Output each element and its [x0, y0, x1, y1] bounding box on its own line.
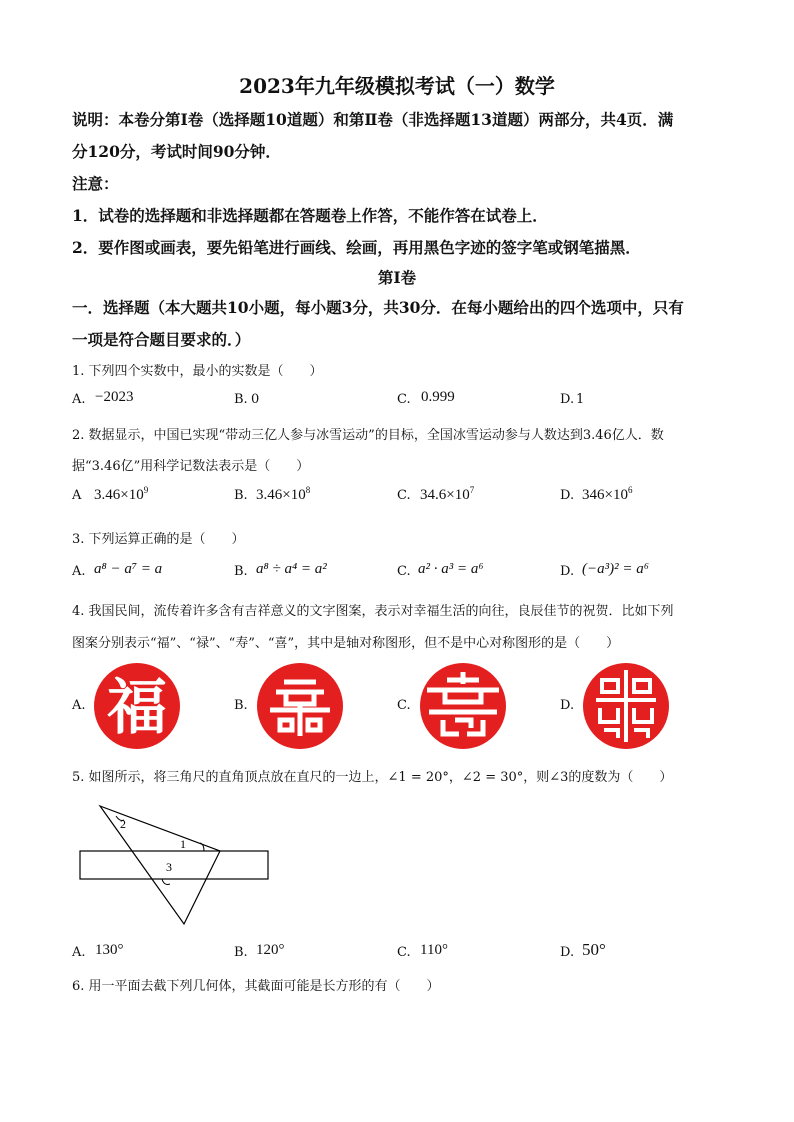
angle-3-label: 3	[166, 860, 172, 874]
q2-d-expr: $346\times 10^6$	[582, 485, 633, 503]
fu-emblem	[93, 662, 181, 750]
q1-b-label: B.	[234, 392, 248, 407]
q5-a-text: 130°	[95, 942, 124, 958]
q4-line-2: 图案分别表示“福”、“禄”、“寿”、“喜”，其中是轴对称图形，但不是中心对称图形的是（ ）	[72, 636, 620, 651]
part-heading: 第Ⅰ卷	[377, 268, 417, 287]
q1-c-label: C.	[397, 392, 411, 407]
angle-1-label: 1	[180, 837, 186, 851]
q2-b-label: B.	[234, 488, 248, 503]
shou-emblem	[419, 662, 507, 750]
q4-d-label: D.	[560, 698, 575, 713]
q1-a-text: −2023	[95, 389, 134, 405]
angle-2-label: 2	[120, 817, 126, 831]
q5-c-label: C.	[397, 945, 411, 960]
q3-d-label: D.	[560, 564, 575, 579]
q3-a-expr: a⁸ − a⁷ = a	[94, 561, 163, 577]
q4-c-label: C.	[397, 698, 411, 713]
q3-b-expr: a⁸ ÷ a⁴ = a²	[256, 561, 327, 577]
q2-c-expr: $34.6\times 10^7$	[420, 485, 475, 503]
fu-char: 福	[107, 673, 167, 743]
lu-emblem	[256, 662, 344, 750]
q5-figure	[72, 800, 282, 932]
q3-d-expr: (−a³)² = a⁶	[582, 561, 649, 577]
q3-stem: 3. 下列运算正确的是（ ）	[72, 532, 245, 547]
q2-line-2: 据“3.46亿”用科学记数法表示是（ ）	[72, 459, 310, 474]
q4-a-label: A.	[72, 698, 86, 713]
q2-d-label: D.	[560, 488, 575, 503]
q2-c-label: C.	[397, 488, 411, 503]
q4-line-1: 4. 我国民间，流传着许多含有吉祥意义的文字图案，表示对幸福生活的向往，良辰佳节的祝贺．比如下列	[72, 604, 674, 619]
intro-line-1: 说明：本卷分第Ⅰ卷（选择题10道题）和第Ⅱ卷（非选择题13道题）两部分，共4页．满	[72, 110, 674, 129]
section-line-2: 一项是符合题目要求的．）	[72, 330, 251, 349]
page-title: 2023年九年级模拟考试（一）数学	[239, 74, 555, 98]
q5-stem: 5. 如图所示，将三角尺的直角顶点放在直尺的一边上，∠1 = 20°，∠2 = 30°，则∠3的度数为（ ）	[72, 770, 673, 785]
note-1: 1．试卷的选择题和非选择题都在答题卷上作答，不能作答在试卷上．	[72, 206, 548, 225]
q1-c-text: 0.999	[421, 389, 455, 405]
section-line-1: 一．选择题（本大题共10小题，每小题3分，共30分．在每小题给出的四个选项中，只有	[72, 298, 684, 317]
q3-a-label: A.	[72, 564, 86, 579]
q3-c-label: C.	[397, 564, 411, 579]
q1-a-label: A.	[72, 392, 86, 407]
note-heading: 注意：	[72, 174, 119, 193]
intro-line-2: 分120分，考试时间90分钟．	[72, 142, 281, 161]
q4-b-label: B.	[234, 698, 248, 713]
q2-a-label: A	[72, 488, 82, 503]
q1-d-label: D.	[560, 392, 575, 407]
set-square	[100, 806, 220, 924]
q2-a-expr: $3.46\times 10^9$	[94, 485, 149, 503]
q5-b-label: B.	[234, 945, 248, 960]
q2-line-1: 2. 数据显示，中国已实现“带动三亿人参与冰雪运动”的目标，全国冰雪运动参与人数达到3.46亿人．数	[72, 428, 664, 443]
q2-b-expr: $3.46\times 10^8$	[256, 485, 311, 503]
q5-d-text: 50°	[582, 940, 606, 959]
q5-d-label: D.	[560, 945, 575, 960]
q3-c-expr: a² · a³ = a⁶	[418, 561, 484, 577]
q5-a-label: A.	[72, 945, 86, 960]
xi-emblem	[582, 662, 670, 750]
q6-stem: 6. 用一平面去截下列几何体，其截面可能是长方形的有（ ）	[72, 979, 440, 994]
q1-d-text: 1	[576, 392, 585, 407]
note-2: 2．要作图或画表，要先铅笔进行画线、绘画，再用黑色字迹的签字笔或钢笔描黑．	[72, 238, 641, 257]
q1-b-text: 0	[251, 392, 260, 407]
q5-c-text: 110°	[420, 942, 448, 958]
q3-b-label: B.	[234, 564, 248, 579]
q5-b-text: 120°	[256, 942, 285, 958]
ruler	[80, 851, 268, 879]
q1-stem: 1. 下列四个实数中，最小的实数是（ ）	[72, 364, 323, 379]
